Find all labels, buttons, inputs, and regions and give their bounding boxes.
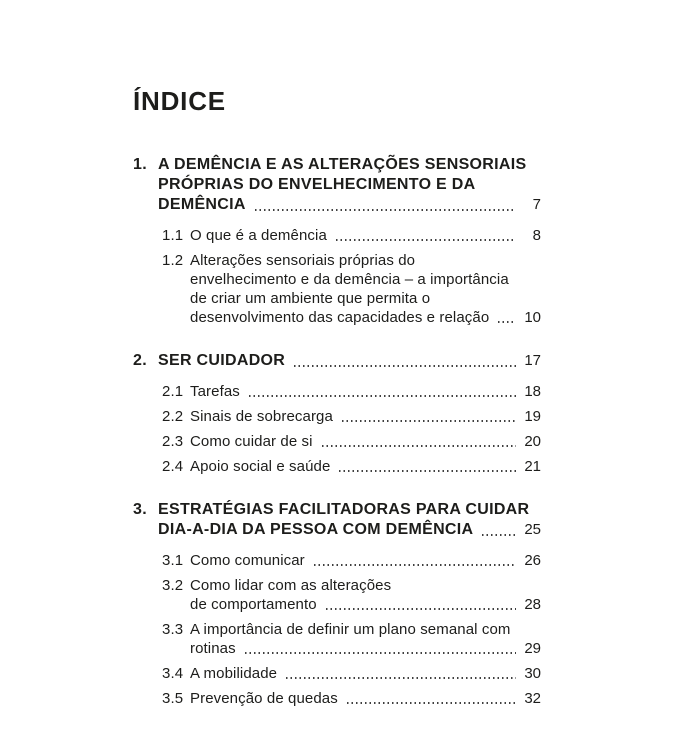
item-text-line: rotinas xyxy=(190,640,236,657)
toc-item-1-2 xyxy=(162,251,541,327)
section-heading xyxy=(133,351,541,371)
item-text xyxy=(190,576,541,614)
item-text xyxy=(190,226,541,245)
item-text-line: de criar um ambiente que permita o xyxy=(190,290,431,307)
page-number: 20 xyxy=(524,433,541,450)
page-title: ÍNDICE xyxy=(133,86,226,116)
page-number: 18 xyxy=(524,383,541,400)
section-title-line: SER CUIDADOR xyxy=(158,352,286,369)
toc-item-3-5 xyxy=(162,689,541,708)
item-text xyxy=(190,664,541,683)
item-lastline xyxy=(190,664,541,683)
item-lastline xyxy=(190,407,541,426)
item-number: 3.3 xyxy=(162,621,184,638)
item-number: 2.1 xyxy=(162,383,184,400)
page-number: 19 xyxy=(524,408,541,425)
item-text xyxy=(190,407,541,426)
item-number: 3.1 xyxy=(162,552,184,569)
toc-section-1 xyxy=(133,155,541,327)
dot-leader xyxy=(255,209,516,211)
toc-section-3 xyxy=(133,500,541,708)
item-number: 2.4 xyxy=(162,458,184,475)
item-text-line: Sinais de sobrecarga xyxy=(190,408,333,425)
toc-item-2-3 xyxy=(162,432,541,451)
item-text xyxy=(190,551,541,570)
item-lastline xyxy=(190,639,541,658)
page-number: 10 xyxy=(524,309,541,326)
dot-leader xyxy=(326,608,516,610)
item-number: 3.4 xyxy=(162,665,184,682)
dot-leader xyxy=(498,321,516,323)
section-title-lastline xyxy=(158,520,541,540)
dot-leader xyxy=(339,470,516,472)
section-items xyxy=(162,382,541,476)
page-number: 26 xyxy=(524,552,541,569)
item-text-line: de comportamento xyxy=(190,596,317,613)
item-lastline xyxy=(190,382,541,401)
dot-leader xyxy=(347,702,516,704)
item-text-line: Como comunicar xyxy=(190,552,305,569)
item-lastline xyxy=(190,226,541,245)
item-lastline xyxy=(190,457,541,476)
dot-leader xyxy=(249,395,516,397)
item-text xyxy=(190,251,541,327)
page-number: 21 xyxy=(524,458,541,475)
item-text-line: A importância de definir um plano semanal com xyxy=(190,621,511,638)
section-items xyxy=(162,226,541,327)
toc-item-3-3 xyxy=(162,620,541,658)
item-text xyxy=(190,432,541,451)
section-items xyxy=(162,551,541,708)
dot-leader xyxy=(286,677,516,679)
section-title xyxy=(158,351,541,371)
section-number: 3. xyxy=(133,501,147,518)
dot-leader xyxy=(336,239,516,241)
section-title-line: ESTRATÉGIAS FACILITADORAS PARA CUIDAR xyxy=(158,501,530,518)
item-text-line: A mobilidade xyxy=(190,665,278,682)
toc-item-2-1 xyxy=(162,382,541,401)
page-number: 17 xyxy=(524,352,541,369)
page-number: 30 xyxy=(524,665,541,682)
item-lastline xyxy=(190,595,541,614)
page-number: 25 xyxy=(524,521,541,538)
toc-item-2-2 xyxy=(162,407,541,426)
item-text-line: envelhecimento e da demência – a importância xyxy=(190,271,509,288)
item-number: 1.1 xyxy=(162,227,184,244)
dot-leader xyxy=(482,534,516,536)
toc-item-3-4 xyxy=(162,664,541,683)
page-number: 8 xyxy=(532,227,541,244)
section-title-line: DEMÊNCIA xyxy=(158,196,246,213)
item-number: 1.2 xyxy=(162,252,184,269)
page-number: 28 xyxy=(524,596,541,613)
item-text xyxy=(190,620,541,658)
item-text-line: Apoio social e saúde xyxy=(190,458,331,475)
page-number: 32 xyxy=(524,690,541,707)
section-title-lastline xyxy=(158,195,541,215)
item-text-line: Como lidar com as alterações xyxy=(190,577,392,594)
item-number: 3.5 xyxy=(162,690,184,707)
section-number: 1. xyxy=(133,156,147,173)
toc xyxy=(133,155,541,708)
section-heading xyxy=(133,500,541,540)
dot-leader xyxy=(294,365,516,367)
section-title xyxy=(158,155,541,215)
item-text-line: Prevenção de quedas xyxy=(190,690,338,707)
section-heading xyxy=(133,155,541,215)
item-lastline xyxy=(190,432,541,451)
toc-item-3-2 xyxy=(162,576,541,614)
item-number: 2.2 xyxy=(162,408,184,425)
section-title-line: PRÓPRIAS DO ENVELHECIMENTO E DA xyxy=(158,176,476,193)
item-text-line: Alterações sensoriais próprias do xyxy=(190,252,416,269)
item-lastline xyxy=(190,551,541,570)
dot-leader xyxy=(322,445,516,447)
dot-leader xyxy=(342,420,516,422)
dot-leader xyxy=(314,564,516,566)
item-text-line: desenvolvimento das capacidades e relação xyxy=(190,309,490,326)
section-title xyxy=(158,500,541,540)
toc-item-1-1 xyxy=(162,226,541,245)
item-text-line: O que é a demência xyxy=(190,227,327,244)
section-title-line: DIA-A-DIA DA PESSOA COM DEMÊNCIA xyxy=(158,521,474,538)
page-number: 29 xyxy=(524,640,541,657)
item-lastline xyxy=(190,308,541,327)
item-lastline xyxy=(190,689,541,708)
item-text-line: Como cuidar de si xyxy=(190,433,313,450)
toc-item-3-1 xyxy=(162,551,541,570)
section-title-line: A DEMÊNCIA E AS ALTERAÇÕES SENSORIAIS xyxy=(158,156,527,173)
item-number: 2.3 xyxy=(162,433,184,450)
dot-leader xyxy=(245,652,516,654)
section-title-lastline xyxy=(158,351,541,371)
section-number: 2. xyxy=(133,352,147,369)
item-text xyxy=(190,689,541,708)
item-text-line: Tarefas xyxy=(190,383,240,400)
toc-section-2 xyxy=(133,351,541,476)
page-number: 7 xyxy=(532,196,541,213)
item-text xyxy=(190,457,541,476)
item-text xyxy=(190,382,541,401)
item-number: 3.2 xyxy=(162,577,184,594)
toc-item-2-4 xyxy=(162,457,541,476)
